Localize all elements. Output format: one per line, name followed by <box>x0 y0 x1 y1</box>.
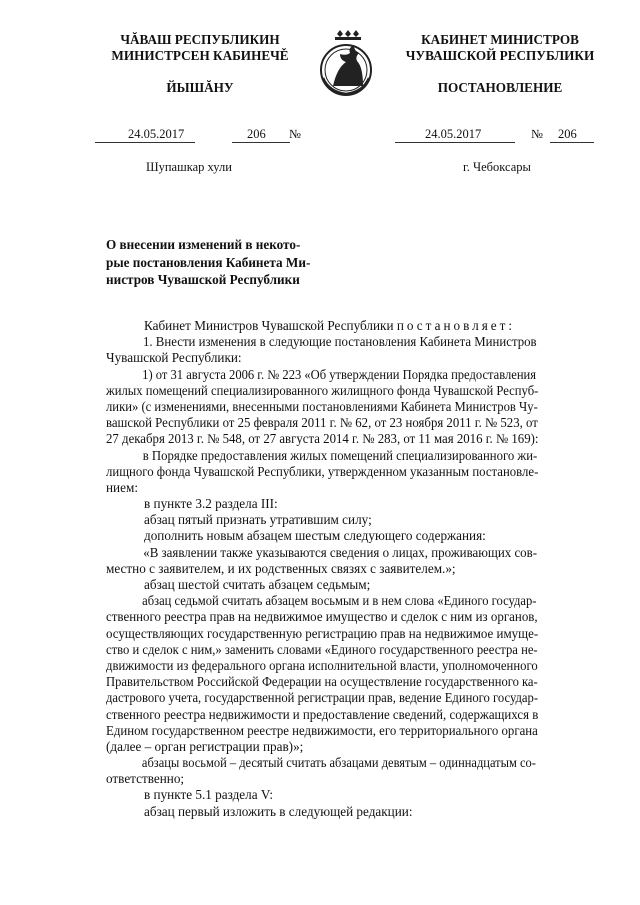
body-line: вашской Республики от 25 февраля 2011 г. № 62, от 23 ноября 2011 г. № 523, от <box>106 415 538 431</box>
body-line: лики» (с изменениями, внесенными постановлениями Кабинета Министров Чу- <box>106 398 538 414</box>
body-line: ственного реестра недвижимости и предоставление сведений, содержащихся в <box>106 706 539 722</box>
right-number: 206 <box>558 127 577 141</box>
document-subject <box>106 236 346 289</box>
subject-line: нистров Чувашской Республики <box>106 272 300 287</box>
body-line: ство и сделок с ним,» заменить словами «Единого государственного реестра не- <box>106 641 538 657</box>
body-line: абзацы восьмой – десятый считать абзацами девятым – одиннадцатым со- <box>141 755 536 771</box>
body-line: 1. Внести изменения в следующие постановления Кабинета Министров <box>142 334 537 350</box>
body-line: дополнить новым абзацем шестым следующего содержания: <box>144 528 486 544</box>
right-date-underline <box>395 142 515 143</box>
right-number-underline <box>550 142 594 143</box>
body-line: 1) от 31 августа 2006 г. № 223 «Об утверждении Порядка предоставления <box>142 366 537 382</box>
header-right-line-2: ЧУВАШСКОЙ РЕСПУБЛИКИ <box>405 48 595 63</box>
body-line: Чувашской Республики: <box>106 350 242 366</box>
emblem-icon <box>315 28 377 100</box>
body-line: дастрового учета, государственной регистрации прав, ведение Единого государ- <box>106 690 539 706</box>
body-line: ственного реестра прав на недвижимое имущество и сделок с ним из органов, <box>106 609 538 625</box>
right-date: 24.05.2017 <box>425 127 482 141</box>
body-line: нием: <box>106 479 138 495</box>
body-line: абзац седьмой считать абзацем восьмым и в нем слова «Единого государ- <box>142 593 537 609</box>
body-intro <box>106 318 538 334</box>
body-line: жилых помещений специализированного жилищного фонда Чувашской Респуб- <box>106 382 539 398</box>
intro-prefix: Кабинет Министров Чувашской Республики <box>144 318 397 333</box>
header-right-line-1: КАБИНЕТ МИНИСТРОВ <box>421 32 579 47</box>
subject-line: рые постановления Кабинета Ми- <box>106 254 311 270</box>
body-line: ответственно; <box>106 771 185 787</box>
left-date-underline <box>95 142 195 143</box>
body-line: в пункте 5.1 раздела V: <box>144 787 274 803</box>
body-line: абзац шестой считать абзацем седьмым; <box>144 577 371 592</box>
subject-line: О внесении изменений в некото- <box>106 237 301 252</box>
body-line: в пункте 3.2 раздела III: <box>144 496 278 512</box>
place-left: Шупашкар хули <box>146 160 232 174</box>
left-number: 206 <box>247 127 266 141</box>
body-line: осуществляющих государственную регистрацию прав на недвижимое имуще- <box>106 625 539 641</box>
header-right-doc-type: ПОСТАНОВЛЕНИЕ <box>437 80 563 95</box>
intro-resolves: постановляет: <box>396 318 516 333</box>
body-line: местно с заявителем, и их родственных связях с заявителем.»; <box>106 560 456 576</box>
right-no-sign: № <box>531 127 543 141</box>
body-line: лищного фонда Чувашской Республики, утвержденном указанным постановле- <box>106 463 539 479</box>
document-body <box>106 318 538 820</box>
body-line: движимости из федерального органа исполнительной власти, уполномоченного <box>106 657 538 673</box>
body-lines <box>106 334 538 820</box>
body-line: «В заявлении также указываются сведения о лицах, проживающих сов- <box>143 544 538 560</box>
header-right <box>390 32 610 96</box>
header-left-doc-type: ЙЫШĂНУ <box>166 80 234 95</box>
header-left-line-2: МИНИСТРСЕН КАБИНЕЧĚ <box>111 48 289 63</box>
body-line: 27 декабря 2013 г. № 548, от 27 августа 2014 г. № 283, от 11 мая 2016 г. № 169): <box>106 431 539 447</box>
body-line: Едином государственном реестре недвижимости, его территориального органа <box>106 722 538 738</box>
body-line: в Порядке предоставления жилых помещений специализированного жи- <box>142 447 538 463</box>
left-date: 24.05.2017 <box>128 127 185 141</box>
header-left-line-1: ЧĂВАШ РЕСПУБЛИКИН <box>120 32 280 47</box>
body-line: (далее – орган регистрации прав)»; <box>106 738 304 754</box>
left-number-underline <box>232 142 290 143</box>
body-line: Правительством Российской Федерации на осуществление государственного ка- <box>106 674 538 690</box>
body-line: абзац пятый признать утратившим силу; <box>144 512 372 528</box>
header-left <box>95 32 305 96</box>
left-no-sign: № <box>289 127 301 141</box>
place-right: г. Чебоксары <box>463 160 531 174</box>
body-line: абзац первый изложить в следующей редакции: <box>144 803 413 819</box>
